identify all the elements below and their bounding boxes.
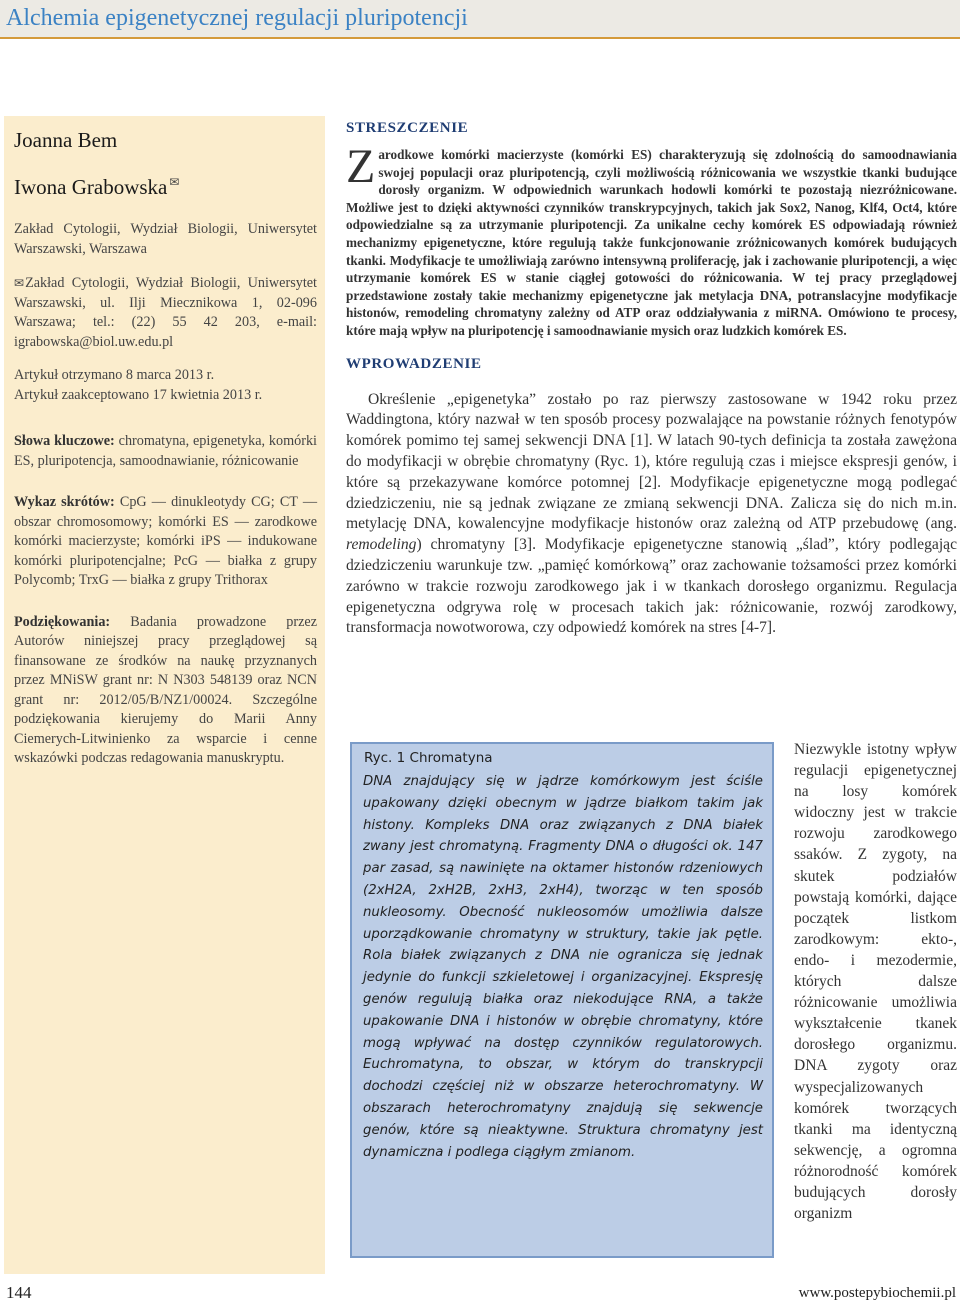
envelope-icon: ✉ [169, 175, 180, 189]
correspondence [14, 274, 317, 352]
acknowledgements-label: Podziękowania: [14, 613, 111, 630]
right-column-text: Niezwykle istotny wpływ regulacji epigenetycznej na losy komórek widoczny jest w trakcie rozwoju zarodkowego ssaków. Z zygoty, na skutek podziałów powstają komórki, dające początek listkom zarodkowym: ekto-, endo- i mezodermie, których dalsze różnicowanie umożliwia wykształcenie tkanek dorosłego organizmu. DNA zygoty oraz wyspecjalizowanych komórek tworzących tkanki ma identyczną sekwencję, a ogromna różnorodność komórek budujących dorosły organizm [794, 741, 957, 1223]
main-column [346, 120, 957, 639]
figure-title: Ryc. 1 Chromatyna [364, 750, 493, 766]
received-date: Artykuł otrzymano 8 marca 2013 r. [14, 367, 215, 383]
abbreviations [14, 493, 317, 591]
author-name [14, 170, 317, 200]
intro-text-1: Określenie „epigenetyka” zostało po raz pierwszy zastosowane w 1942 roku przez Waddingtona, który nazwał w ten sposób procesy pozwalające na powstanie różnych fenotypów komórek pomimo tej samej sekwencji DNA [1]. W latach 90-tych definicja ta została zawężona do modyfikacji w obrębie chromatyny (Ryc. 1), które regulują czas i miejsce ekspresji genów, i które są przekazywane komórce potomnej [2]. Modyfikacje epigenetyczne mogą podlegać dziedziczeniu, nie są jednak związane ze zmianą sekwencji DNA. Zalicza się do nich m.in. metylację DNA, kowalencyjne modyfikacje histonów oraz zależną od ATP przebudowę (ang. [346, 390, 957, 533]
acknowledgements-text: Badania prowadzone przez Autorów niniejszej pracy przeglądowej są finansowane ze środków na naukę przyznanych przez MNiSW grant nr: N N303 548139 oraz NCN grant nr: 2012/05/B/NZ1/00024. Szczególne podziękowania kierujemy do Marii Anny Ciemerych-Litwinienko za wsparcie i cenne wskazówki podczas redagowania manuskryptu. [14, 613, 318, 766]
journal-url[interactable]: www.postepybiochemii.pl [798, 1285, 956, 1301]
intro-italic-term: remodeling [346, 536, 417, 554]
acknowledgements [14, 613, 317, 769]
accepted-date: Artykuł zaakceptowano 17 kwietnia 2013 r. [14, 386, 263, 403]
header-divider [0, 37, 960, 39]
abstract-heading: STRESZCZENIE [346, 120, 469, 136]
figure-box [350, 742, 774, 1258]
keywords [14, 432, 317, 471]
envelope-icon: ✉ [14, 276, 25, 290]
author-name [14, 128, 317, 153]
page-number: 144 [6, 1283, 32, 1302]
abbreviations-label: Wykaz skrótów: [14, 494, 115, 510]
keywords-text: chromatyna, epigenetyka, komórki ES, pluripotencja, samoodnawianie, różnicowanie [14, 433, 317, 469]
author-1: Joanna Bem [14, 128, 118, 152]
correspondence-text: Zakład Cytologii, Wydział Biologii, Uniwersytet Warszawski, ul. Ilji Miecznikowa 1, 02-096 Warszawa; tel.: (22) 55 42 203, e-mail: igrabowska@biol.uw.edu.pl [14, 275, 317, 350]
intro-heading: WPROWADZENIE [346, 355, 482, 372]
abstract-text: arodkowe komórki macierzyste (komórki ES) charakteryzują się zdolnością do samoodnawiania swojej populacji oraz pluripotencją, czyli możliwością różnicowania we wszystkie tkanki budujące dorosły organizm. W odpowiednich warunkach hodowli komórki te pozostają niezróżnicowane. Możliwe jest to dzięki aktywności czynników transkrypcyjnych, takich jak Sox2, Nanog, Klf4, Oct4, które odpowiedzialne są za utrzymanie pluripotencji. Za unikalne cechy komórek ES odpowiadają również mechanizmy epigenetyczne, które regulują także funkcjonowanie zróżnicowanych komórek budujących tkanki. Modyfikacje te umożliwiają zarówno intensywną proliferację, jak i zachowanie pluripotencji, a więc utrzymanie komórek ES w stanie ciągłej gotowości do różnicowania. W tej pracy przeglądowej przedstawione zostały takie mechanizmy epigenetyczne jak metylacja DNA, potranslacyjne modyfikacje histonów, remodeling chromatyny zależny od ATP oraz oddziaływania z miRNA. Omówiono te procesy, które mają wpływ na pluripotencję i samoodnawianie mysich oraz ludzkich komórek ES. [346, 147, 957, 338]
page-header [0, 0, 960, 38]
drop-cap: Z [346, 140, 376, 193]
figure-text: DNA znajdujący się w jądrze komórkowym jest ściśle upakowany dzięki obecnym w jądrze białkom takim jak histony. Kompleks DNA oraz związanych z DNA białek zwany jest chromatyną. Fragmenty DNA o długości ok. 147 par zasad, są nawinięte na oktamer histonów rdzeniowych (2xH2A, 2xH2B, 2xH3, 2xH4), tworząc w ten sposób nukleosomy. Obecność nukleosomów umożliwia dalsze uporządkowanie chromatyny w struktury, takie jak pętle. Rola białek związanych z DNA nie ogranicza się jednak jedynie do funkcji szkieletowej i organizacyjnej. Ekspresję genów regulują białka oraz niekodujące RNA, a także upakowanie DNA i histonów w obrębie chromatyny, które mogą wpływać na dostęp czynników regulatorowych. Euchromatyna, to obszar, w którym do transkrypcji dochodzi częściej niż w obszarze heterochromatyny. W obszarach heterochromatyny znajdują się sekwencje genów, które są nieaktywne. Struktura chromatyny jest dynamiczna i podlega ciągłym zmianom. [363, 774, 763, 1160]
sidebar-content [14, 128, 317, 769]
running-title: Alchemia epigenetycznej regulacji pluripotencji [6, 5, 468, 31]
intro-paragraph [346, 390, 957, 640]
affiliation: Zakład Cytologii, Wydział Biologii, Uniwersytet Warszawski, Warszawa [14, 221, 317, 257]
keywords-label: Słowa kluczowe: [14, 433, 115, 449]
article-dates [14, 366, 317, 405]
abbreviations-text: CpG — dinukleotydy CG; CT — obszar chromosomowy; komórki ES — zarodkowe komórki macierzyste; komórki iPS — indukowane komórki pluripotencjalne; PcG — białka z grupy Polycomb; TrxG — białka z grupy Trithorax [14, 494, 318, 588]
abstract [346, 140, 957, 340]
author-sidebar [4, 116, 325, 1274]
author-2: Iwona Grabowska [14, 175, 168, 199]
intro-text-2: ) chromatyny [3]. Modyfikacje epigenetyczne stanowią „ślad”, który podlegając dziedziczeniu warunkuje tzw. „pamięć komórkową” oraz zachowanie tożsamości przez komórki zarówno w trakcie rozwoju zarodkowego jak i w tkankach dorosłego organizmu. Regulacja epigenetyczna odgrywa rolę w procesach takich jak: różnicowanie, rozwój zarodkowy, transformacja nowotworowa, czy odpowiedź komórek na stres [4-7]. [346, 536, 957, 637]
